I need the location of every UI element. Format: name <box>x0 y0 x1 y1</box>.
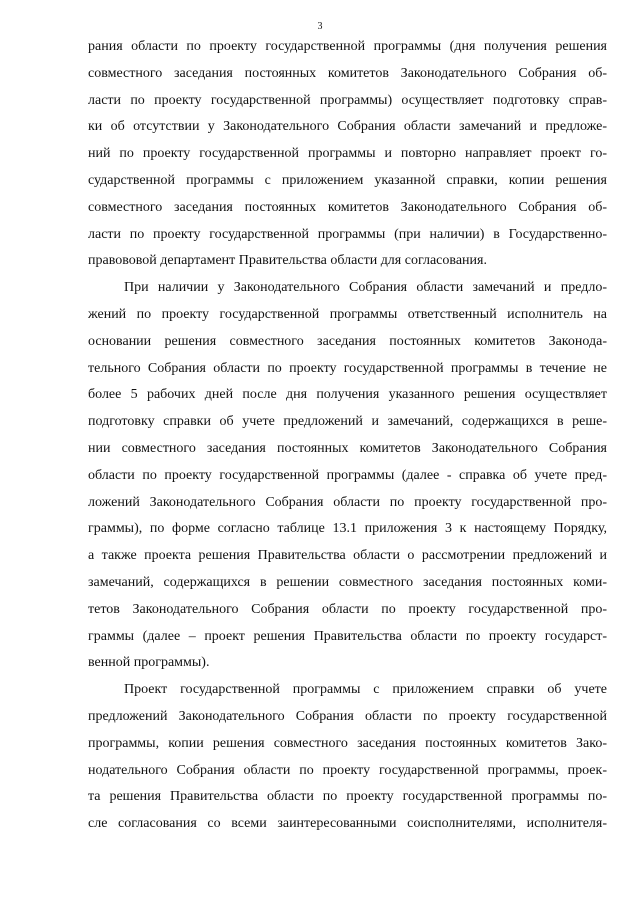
text-line: Проект государственной программы с приложением справки об учете <box>124 682 607 698</box>
text-line: нии совместного заседания постоянных комитетов Законодательного Собрания <box>88 440 607 456</box>
text-line: ласти по проекту государственной программы) осуществляет подготовку справ- <box>88 92 607 108</box>
paragraph-3 <box>88 677 607 838</box>
text-line: правововой департамент Правительства области для согласования. <box>88 253 487 269</box>
text-line: граммы (далее – проект решения Правительства области по проекту государст- <box>88 628 607 644</box>
text-line: предложений Законодательного Собрания области по проекту государственной <box>88 708 607 724</box>
paragraph-1 <box>88 34 607 275</box>
document-body <box>88 34 607 838</box>
text-line: совместного заседания постоянных комитетов Законодательного Собрания об- <box>88 199 607 215</box>
text-line: тельного Собрания области по проекту государственной программы в течение не <box>88 360 607 376</box>
text-line: ний по проекту государственной программы и повторно направляет проект го- <box>88 146 607 162</box>
text-line: рания области по проекту государственной программы (дня получения решения <box>88 39 607 54</box>
text-line: более 5 рабочих дней после дня получения указанного решения осуществляет <box>88 387 607 403</box>
text-line: та решения Правительства области по проекту государственной программы по- <box>88 789 607 805</box>
paragraph-2 <box>88 275 607 677</box>
text-line: нодательного Собрания области по проекту государственной программы, проек- <box>88 762 607 778</box>
text-line: ки об отсутствии у Законодательного Собрания области замечаний и предложе- <box>88 119 607 135</box>
text-line: основании решения совместного заседания постоянных комитетов Законода- <box>88 333 607 349</box>
text-line: области по проекту государственной программы (далее - справка об учете пред- <box>88 467 607 483</box>
text-line: венной программы). <box>88 655 210 671</box>
text-line: совместного заседания постоянных комитетов Законодательного Собрания об- <box>88 65 607 81</box>
text-line: сле согласования со всеми заинтересованными соисполнителями, исполнителя- <box>88 816 607 832</box>
page-number: 3 <box>317 21 323 32</box>
text-line: замечаний, содержащихся в решении совместного заседания постоянных коми- <box>88 574 607 590</box>
text-line: граммы), по форме согласно таблице 13.1 приложения 3 к настоящему Порядку, <box>88 521 607 537</box>
text-line: При наличии у Законодательного Собрания области замечаний и предло- <box>124 280 607 296</box>
text-line: сударственной программы с приложением указанной справки, копии решения <box>88 172 607 188</box>
text-line: подготовку справки об учете предложений и замечаний, содержащихся в реше- <box>88 414 607 430</box>
text-line: ласти по проекту государственной программы (при наличии) в Государственно- <box>88 226 607 242</box>
text-line: а также проекта решения Правительства области о рассмотрении предложений и <box>88 548 607 564</box>
text-line: программы, копии решения совместного заседания постоянных комитетов Зако- <box>88 735 607 751</box>
text-line: жений по проекту государственной программы ответственный исполнитель на <box>88 306 607 322</box>
text-line: тетов Законодательного Собрания области по проекту государственной про- <box>88 601 607 617</box>
text-line: ложений Законодательного Собрания области по проекту государственной про- <box>88 494 607 510</box>
